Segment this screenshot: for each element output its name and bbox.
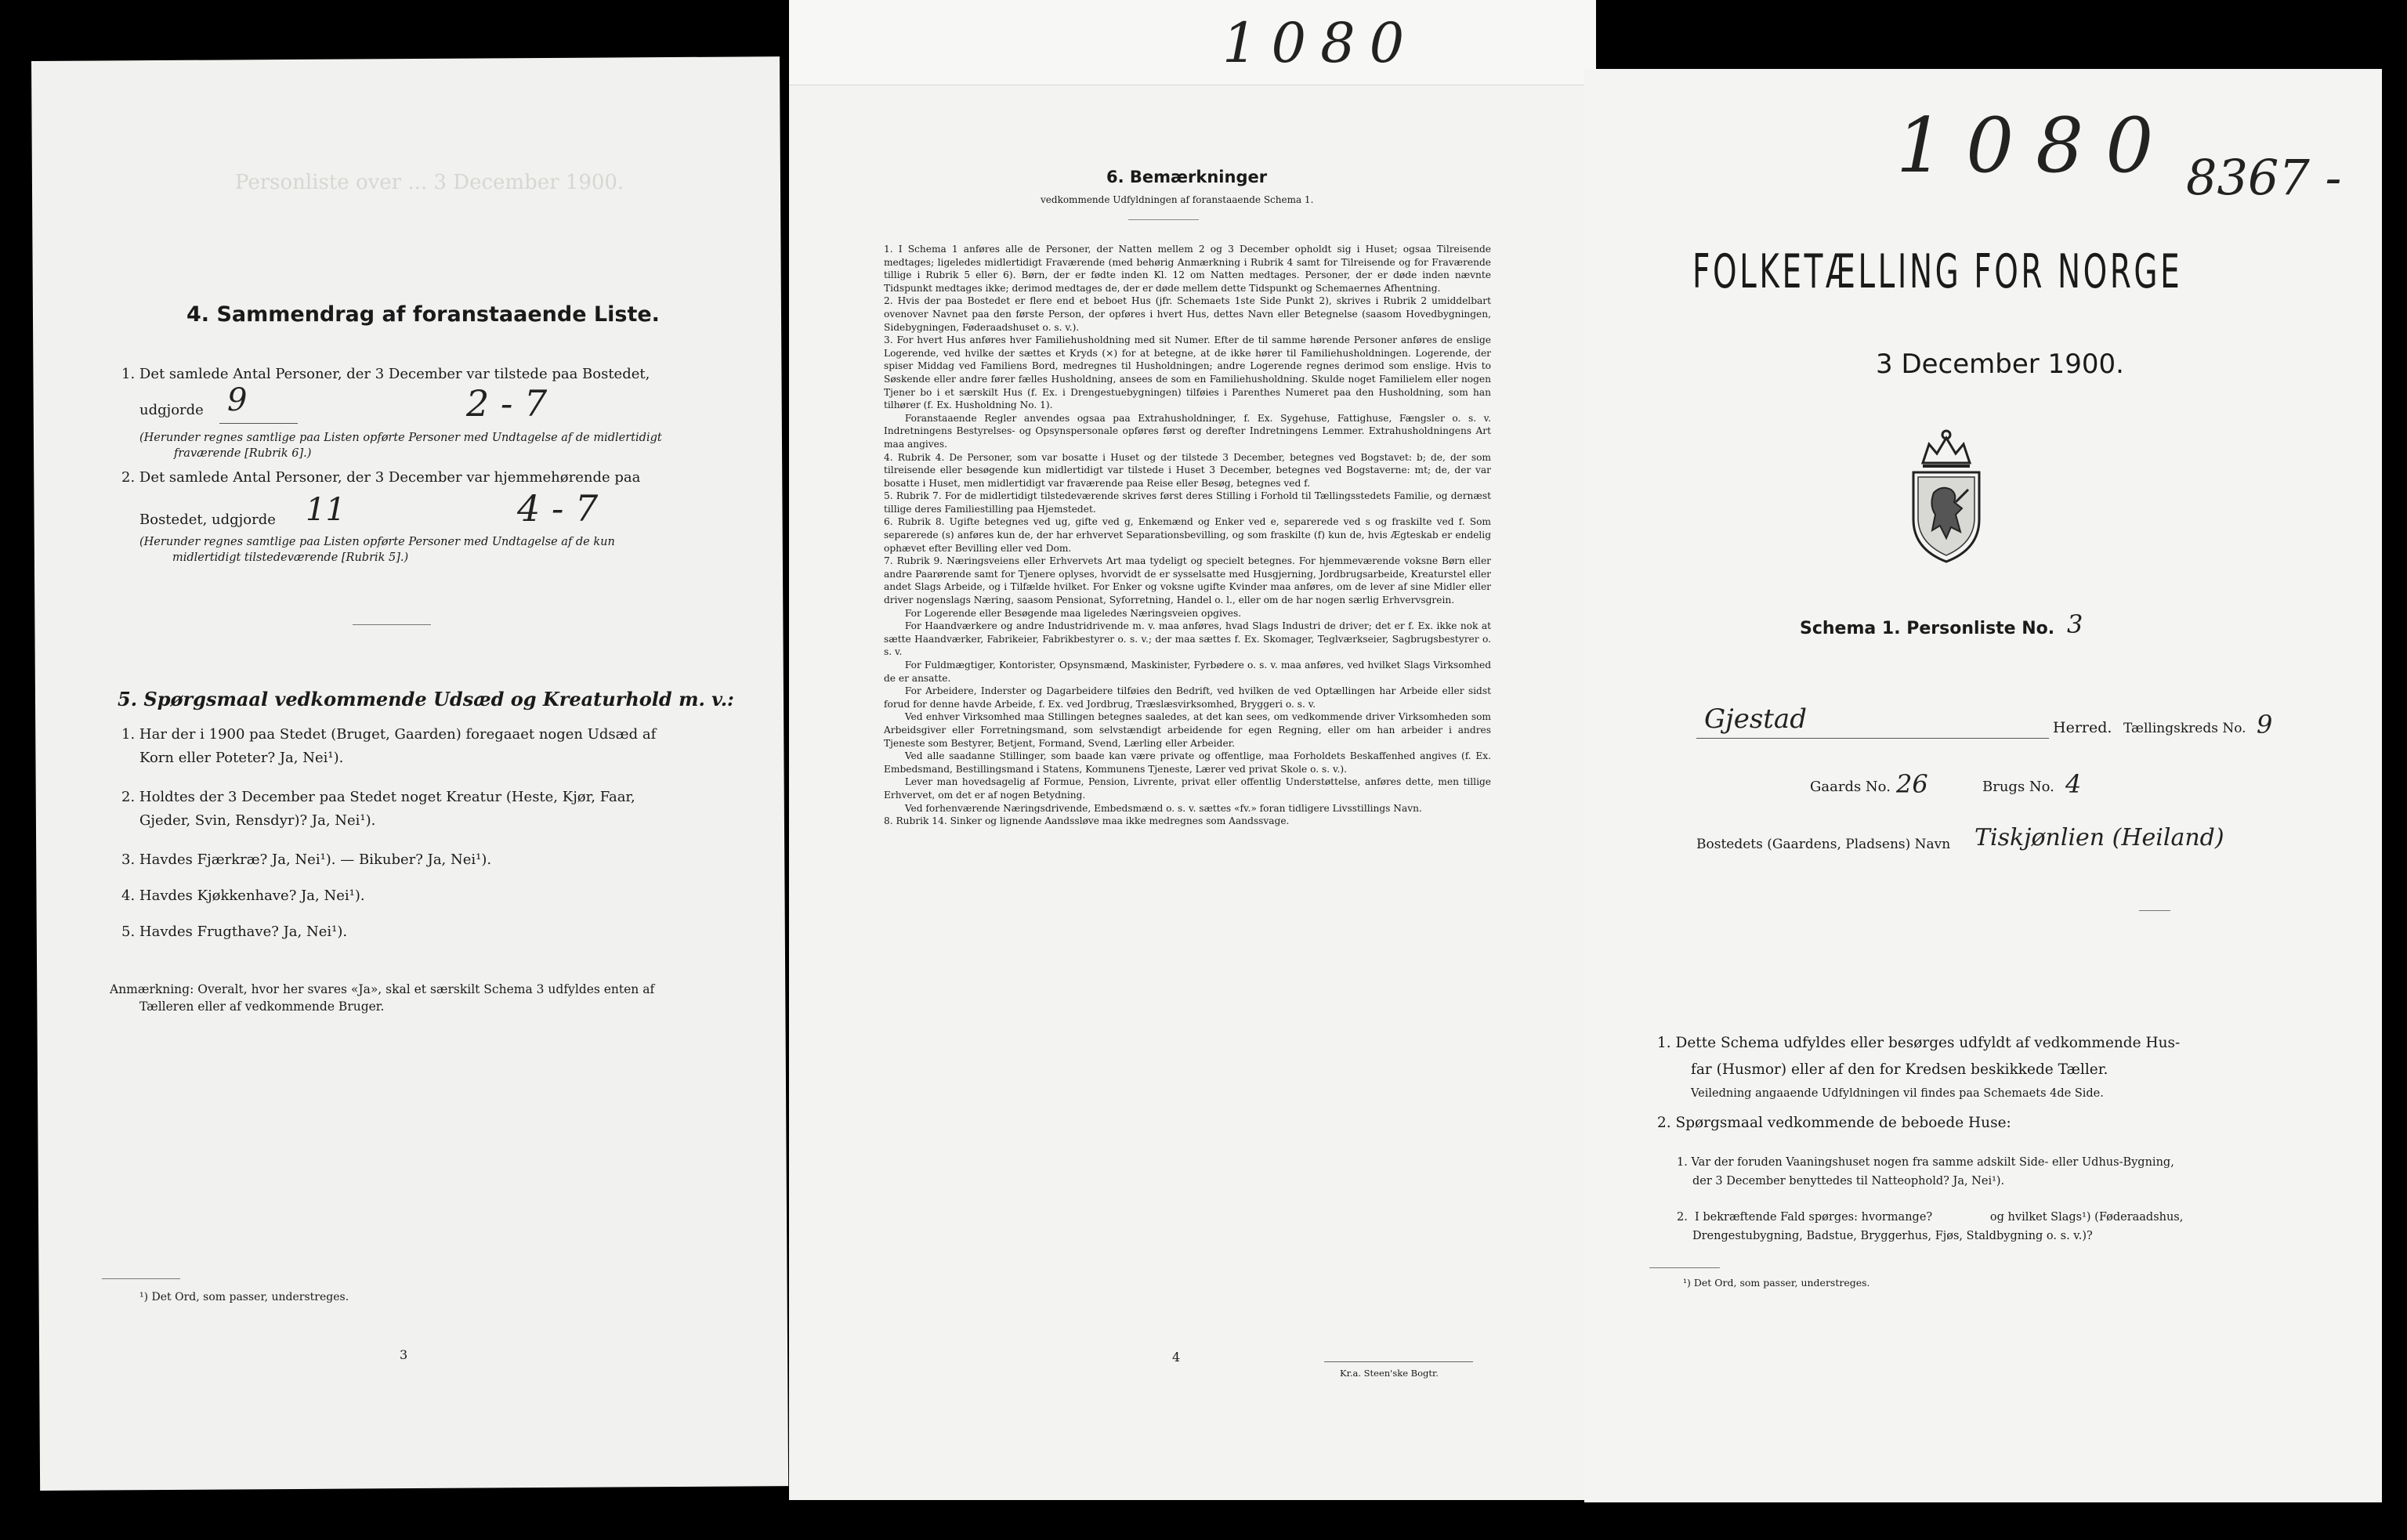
schema-label: Schema 1. Personliste No. [1800, 619, 2055, 638]
section6-rule [1128, 219, 1199, 220]
s5-q1-line1: 1. Har der i 1900 paa Stedet (Bruget, Gaarden) foregaaet nogen Udsæd af [121, 726, 657, 743]
printer-line: Kr.a. Steen'ske Bogtr. [1340, 1368, 1439, 1379]
s4-q1-note-line2: fraværende [Rubrik 6].) [174, 447, 312, 460]
s4-q1-handwritten-count: 9 [227, 382, 248, 418]
s4-q2-line2: Bostedet, udgjorde [139, 512, 276, 528]
remark-paragraph: For Logerende eller Besøgende maa ligeledes Næringsveien opgives. [904, 607, 1242, 619]
s4-q1-fill-line [219, 423, 298, 424]
remark-paragraph: 4. Rubrik 4. De Personer, som var bosatte i Huset og der tilstede 3 December, betegnes ved Bogstavet: b; de, der som tilreisende eller besøgende kun midlertidigt var tilstede i Huset 3 December, betegnes ved Bogstaverne: mt; de, der var bosatte i Huset, men midlertidigt var fraværende paa Reise eller Besøg, betegnes ved f. [884, 451, 1491, 489]
right-handwritten-number-b: 8367 - [2186, 149, 2342, 206]
middle-handwritten-number: 1080 [1222, 11, 1419, 75]
s5-q1-line2: Korn eller Poteter? Ja, Nei¹). [139, 750, 344, 766]
personliste-handwritten: 3 [2067, 609, 2083, 639]
s4-q2-note-line2: midlertidigt tilstedeværende [Rubrik 5].) [172, 551, 409, 564]
remark-paragraph: 3. For hvert Hus anføres hver Familiehusholdning med sit Numer. Efter de til samme hørende Personer anføres de enslige Logerende, ved hvilke der sættes et Kryds (×) for at betegne, at de ikke hører til Familiehusholdningen. Logerende, der spiser Middag ved Familiens Bord, medregnes til Husholdningen; andre Logerende regnes derimod som enslige. Hvis to Søskende eller andre fører fælles Husholdning, ansees de som en Familiehusholdning. Skulde noget Familielem eller nogen Tjener bo i et særskilt Hus (f. Ex. i Drengestuebygningen) tilføies i Parenthes Numeret paa den Husholdning, som han tilhører (f. Ex. Husholdning No. 1). [884, 334, 1491, 411]
ghost-header: Personliste over ... 3 December 1900. [235, 171, 624, 194]
remark-line1: Anmærkning: Overalt, hvor her svares «Ja», skal et særskilt Schema 3 udfyldes enten af [110, 982, 655, 996]
bosted-label: Bostedets (Gaardens, Pladsens) Navn [1696, 837, 1951, 852]
right-handwritten-number-a: 1080 [1896, 102, 2176, 190]
kreds-label: Tællingskreds No. [2123, 721, 2246, 736]
section5-title: 5. Spørgsmaal vedkommende Udsæd og Kreaturhold m. v.: [118, 688, 734, 710]
remark-paragraph: For Arbeidere, Inderster og Dagarbeidere tilføies den Bedrift, ved hvilken de ved Optællingen har Arbeide eller sidst forud for denne havde Arbeide, f. Ex. ved Jordbrug, Træslæsvirksomhed, Bryggeri o. s. v. [884, 685, 1491, 710]
instruction1-line3: Veiledning angaaende Udfyldningen vil findes paa Schemaets 4de Side. [1691, 1087, 2104, 1100]
herred-handwritten: Gjestad [1704, 703, 1807, 735]
remark-paragraph: Foranstaaende Regler anvendes ogsaa paa Extrahusholdninger, f. Ex. Sygehuse, Fattighuse, Fængsler o. s. v. Indretningens Bestyrelses- og Opsynspersonale opføres først og derefter Indretningens Lemmer. Extrahusholdningens Art maa angives. [884, 412, 1491, 450]
right-divider [2139, 910, 2170, 911]
remark-paragraph: Ved alle saadanne Stillinger, som baade kan være private og offentlige, maa Forholdets Beskaffenhed angives (f. Ex. Embedsmand, Bestillingsmand i Statens, Kommunens Tjeneste, Lærer ved privat Skole o. s. v.). [884, 750, 1491, 775]
s5-q2-line2: Gjeder, Svin, Rensdyr)? Ja, Nei¹). [139, 812, 376, 829]
s5-q3: 3. Havdes Fjærkræ? Ja, Nei¹). — Bikuber? Ja, Nei¹). [121, 851, 492, 868]
instruction2-q2-line1: 2. I bekræftende Fald spørges: hvormange? og hvilket Slags¹) (Føderaadshus, [1677, 1211, 2184, 1224]
remarks-block [884, 243, 1491, 828]
remark-paragraph: Lever man hovedsagelig af Formue, Pension, Livrente, privat eller offentlig Understøttelse, anføres dette, men tillige Erhvervet, om det er af nogen Betydning. [884, 776, 1491, 801]
brugs-handwritten: 4 [2065, 769, 2082, 799]
s4-q1-handwritten-note: 2 - 7 [466, 382, 548, 425]
left-divider [353, 624, 431, 625]
middle-page-number: 4 [1172, 1350, 1181, 1365]
instruction1-line1: 1. Dette Schema udfyldes eller besørges udfyldt af vedkommende Hus- [1657, 1035, 2181, 1051]
instruction1-line2: far (Husmor) eller af den for Kredsen beskikkede Tæller. [1691, 1061, 2108, 1078]
remark-paragraph: 8. Rubrik 14. Sinker og lignende Aandssløve maa ikke medregnes som Aandssvage. [884, 815, 1290, 827]
gaards-label: Gaards No. [1810, 779, 1891, 795]
s4-q1-line2: udgjorde [139, 402, 204, 418]
remark-paragraph: 5. Rubrik 7. For de midlertidigt tilstedeværende skrives først deres Stilling i Forhold til Tællingsstedets Familie, og dernæst tillige deres Familiestilling paa Hjemstedet. [884, 490, 1491, 515]
right-footnote: ¹) Det Ord, som passer, understreges. [1683, 1277, 1870, 1289]
main-title: FOLKETÆLLING FOR NORGE [1692, 244, 2183, 299]
instruction2-q2-line2: Drengestubygning, Badstue, Bryggerhus, Fjøs, Staldbygning o. s. v.)? [1692, 1230, 2093, 1242]
left-footnote: ¹) Det Ord, som passer, understreges. [139, 1291, 349, 1303]
herred-fill-line [1696, 738, 2049, 739]
remark-paragraph: Ved forhenværende Næringsdrivende, Embedsmænd o. s. v. sættes «fv.» foran tidligere Livsstillings Navn. [904, 802, 1422, 814]
left-page-number: 3 [400, 1347, 408, 1362]
gaards-handwritten: 26 [1896, 769, 1928, 799]
s4-q2-line1: 2. Det samlede Antal Personer, der 3 December var hjemmehørende paa [121, 469, 641, 486]
remark-paragraph: 1. I Schema 1 anføres alle de Personer, der Natten mellem 2 og 3 December opholdt sig i Huset; ogsaa Tilreisende medtages; ligeledes midlertidigt Fraværende (med behørig Anmærkning i Rubrik 4 samt for Tilreisende og for Fraværende tillige i Rubrik 5 eller 6). Børn, der er fødte inden Kl. 12 om Natten medtages. Personer, der er døde inden nævnte Tidspunkt medtages ikke; derimod medtages de, der er døde mellem dette Tidspunkt og Schemaernes Afhentning. [884, 244, 1491, 294]
kreds-handwritten: 9 [2257, 710, 2273, 739]
s4-q2-handwritten-note: 4 - 7 [517, 487, 599, 530]
s4-q2-handwritten-count: 11 [306, 492, 346, 528]
remark-paragraph: 6. Rubrik 8. Ugifte betegnes ved ug, gifte ved g, Enkemænd og Enker ved e, separerede ved s og fraskilte ved f. Som separerede (s) anføres kun de, der har erhvervet Separationsbevilling, og som fraskilte (f) kun de, hvis Ægteskab er endelig ophævet efter Bevilling eller ved Dom. [884, 516, 1491, 554]
section6-subtitle: vedkommende Udfyldningen af foranstaaende Schema 1. [1041, 194, 1314, 205]
right-footnote-rule [1649, 1267, 1720, 1268]
left-footnote-rule [102, 1278, 180, 1279]
section6-title: 6. Bemærkninger [1106, 168, 1268, 186]
herred-label: Herred. [2053, 719, 2112, 736]
s4-q2-note-line1: (Herunder regnes samtlige paa Listen opførte Personer med Undtagelse af de kun [139, 536, 615, 548]
bosted-handwritten: Tiskjønlien (Heiland) [1974, 824, 2224, 851]
census-date: 3 December 1900. [1876, 349, 2124, 380]
left-page [31, 56, 788, 1491]
remark-paragraph: 7. Rubrik 9. Næringsveiens eller Erhvervets Art maa tydeligt og specielt betegnes. For hjemmeværende voksne Børn eller andre Paarørende samt for Tjenere oplyses, hvorvidt de er sysselsatte med Husgjerning, Jordbrugsarbeide, Kreaturstel eller andet Slags Arbeide, og i Tilfælde hvilket. For Enker og voksne ugifte Kvinder maa anføres, om de lever af sine Midler eller driver nogenslags Næring, saasom Pensionat, Syforretning, Handel o. l., eller om de har nogen særlig Erhvervsgrein. [884, 555, 1491, 606]
remark-line2: Tælleren eller af vedkommende Bruger. [139, 1000, 385, 1014]
brugs-label: Brugs No. [1982, 779, 2054, 795]
instruction2: 2. Spørgsmaal vedkommende de beboede Huse: [1657, 1115, 2011, 1131]
remark-paragraph: Ved enhver Virksomhed maa Stillingen betegnes saaledes, at det kan sees, om vedkommende driver Virksomheden som Arbeidsgiver eller Forretningsmand, som selvstændigt arbeidende for egen Regning, eller om han arbeider i andres Tjeneste som Bestyrer, Betjent, Formand, Svend, Lærling eller Arbeider. [884, 711, 1491, 749]
s5-q4: 4. Havdes Kjøkkenhave? Ja, Nei¹). [121, 887, 365, 904]
s5-q2-line1: 2. Holdtes der 3 December paa Stedet noget Kreatur (Heste, Kjør, Faar, [121, 789, 635, 805]
s4-q1-note-line1: (Herunder regnes samtlige paa Listen opførte Personer med Undtagelse af de midlertidigt [139, 432, 662, 444]
remark-paragraph: For Haandværkere og andre Industridrivende m. v. maa anføres, hvad Slags Industri de driver; det er f. Ex. ikke nok at sætte Haandværker, Fabrikeier, Fabrikbestyrer o. s. v.; der maa sættes f. Ex. Skomager, Teglværkseier, Sagbrugsbestyrer o. s. v. [884, 620, 1491, 658]
instruction2-q1-line2: der 3 December benyttedes til Natteophold? Ja, Nei¹). [1692, 1175, 2005, 1188]
middle-page-top-flap [789, 0, 1596, 85]
instruction2-q1-line1: 1. Var der foruden Vaaningshuset nogen fra samme adskilt Side- eller Udhus-Bygning, [1677, 1156, 2174, 1169]
s4-q1-line1: 1. Det samlede Antal Personer, der 3 December var tilstede paa Bostedet, [121, 366, 650, 382]
s5-q5: 5. Havdes Frugthave? Ja, Nei¹). [121, 924, 348, 940]
remark-paragraph: For Fuldmægtiger, Kontorister, Opsynsmænd, Maskinister, Fyrbødere o. s. v. maa anføres, ved hvilket Slags Virksomhed de er ansatte. [884, 660, 1491, 684]
section4-title: 4. Sammendrag af foranstaaende Liste. [186, 302, 660, 327]
coat-of-arms-icon [1906, 427, 1987, 565]
printer-rule [1324, 1361, 1473, 1362]
remark-paragraph: 2. Hvis der paa Bostedet er flere end et beboet Hus (jfr. Schemaets 1ste Side Punkt 2), skrives i Rubrik 2 umiddelbart ovenover Navnet paa den første Person, der opføres i hvert Hus, dettes Navn eller Betegnelse (saasom Hovedbygningen, Sidebygningen, Føderaadshuset o. s. v.). [884, 295, 1491, 333]
